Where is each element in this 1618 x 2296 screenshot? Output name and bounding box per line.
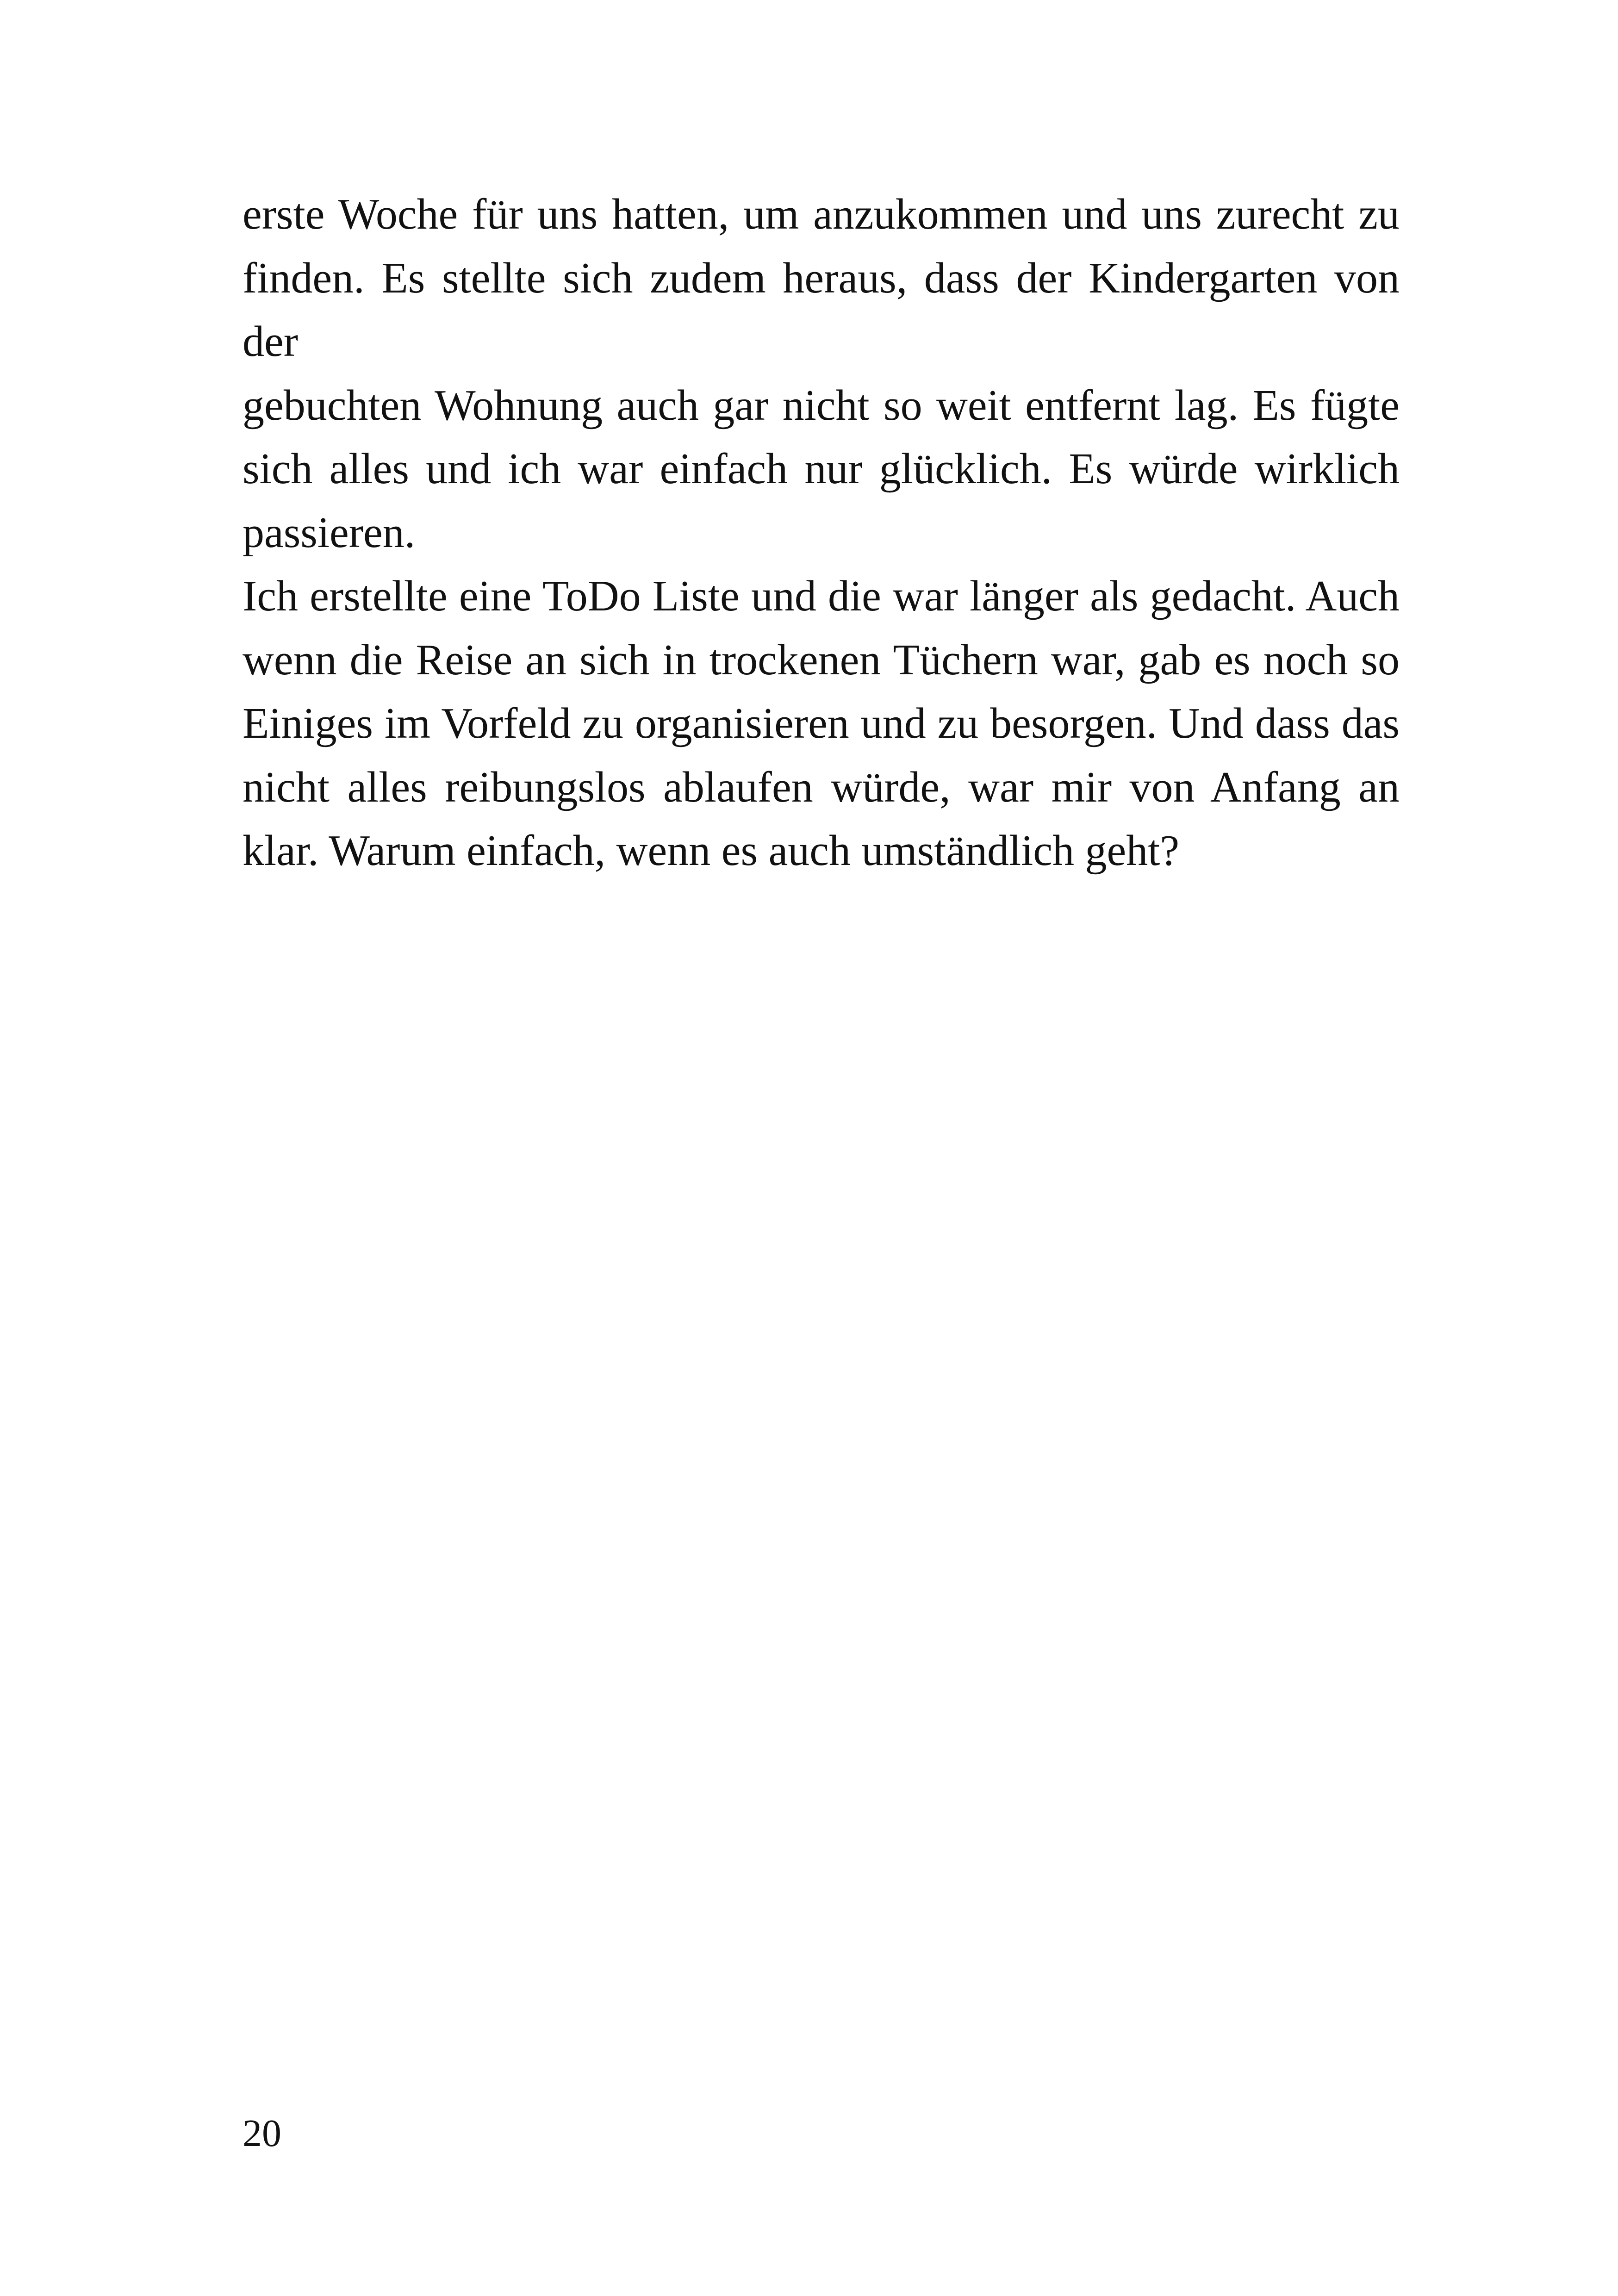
page-number: 20 <box>243 2112 281 2155</box>
text-line: klar. Warum einfach, wenn es auch umständlich geht? <box>243 827 1180 875</box>
text-line: wenn die Reise an sich in trockenen Tüchern war, gab es noch so <box>243 635 1400 684</box>
paragraph-2 <box>243 565 1400 883</box>
text-line: passieren. <box>243 508 416 557</box>
text-line: gebuchten Wohnung auch gar nicht so weit entfernt lag. Es fügte <box>243 381 1400 429</box>
body-text <box>243 183 1400 883</box>
text-line: erste Woche für uns hatten, um anzukommen und uns zurecht zu <box>243 190 1400 238</box>
text-line: sich alles und ich war einfach nur glücklich. Es würde wirklich <box>243 445 1400 493</box>
paragraph-1 <box>243 183 1400 565</box>
text-line: Ich erstellte eine ToDo Liste und die war länger als gedacht. Auch <box>243 572 1400 620</box>
text-line: nicht alles reibungslos ablaufen würde, war mir von Anfang an <box>243 763 1400 811</box>
text-line: finden. Es stellte sich zudem heraus, dass der Kindergarten von der <box>243 254 1400 366</box>
text-line: Einiges im Vorfeld zu organisieren und zu besorgen. Und dass das <box>243 699 1400 747</box>
